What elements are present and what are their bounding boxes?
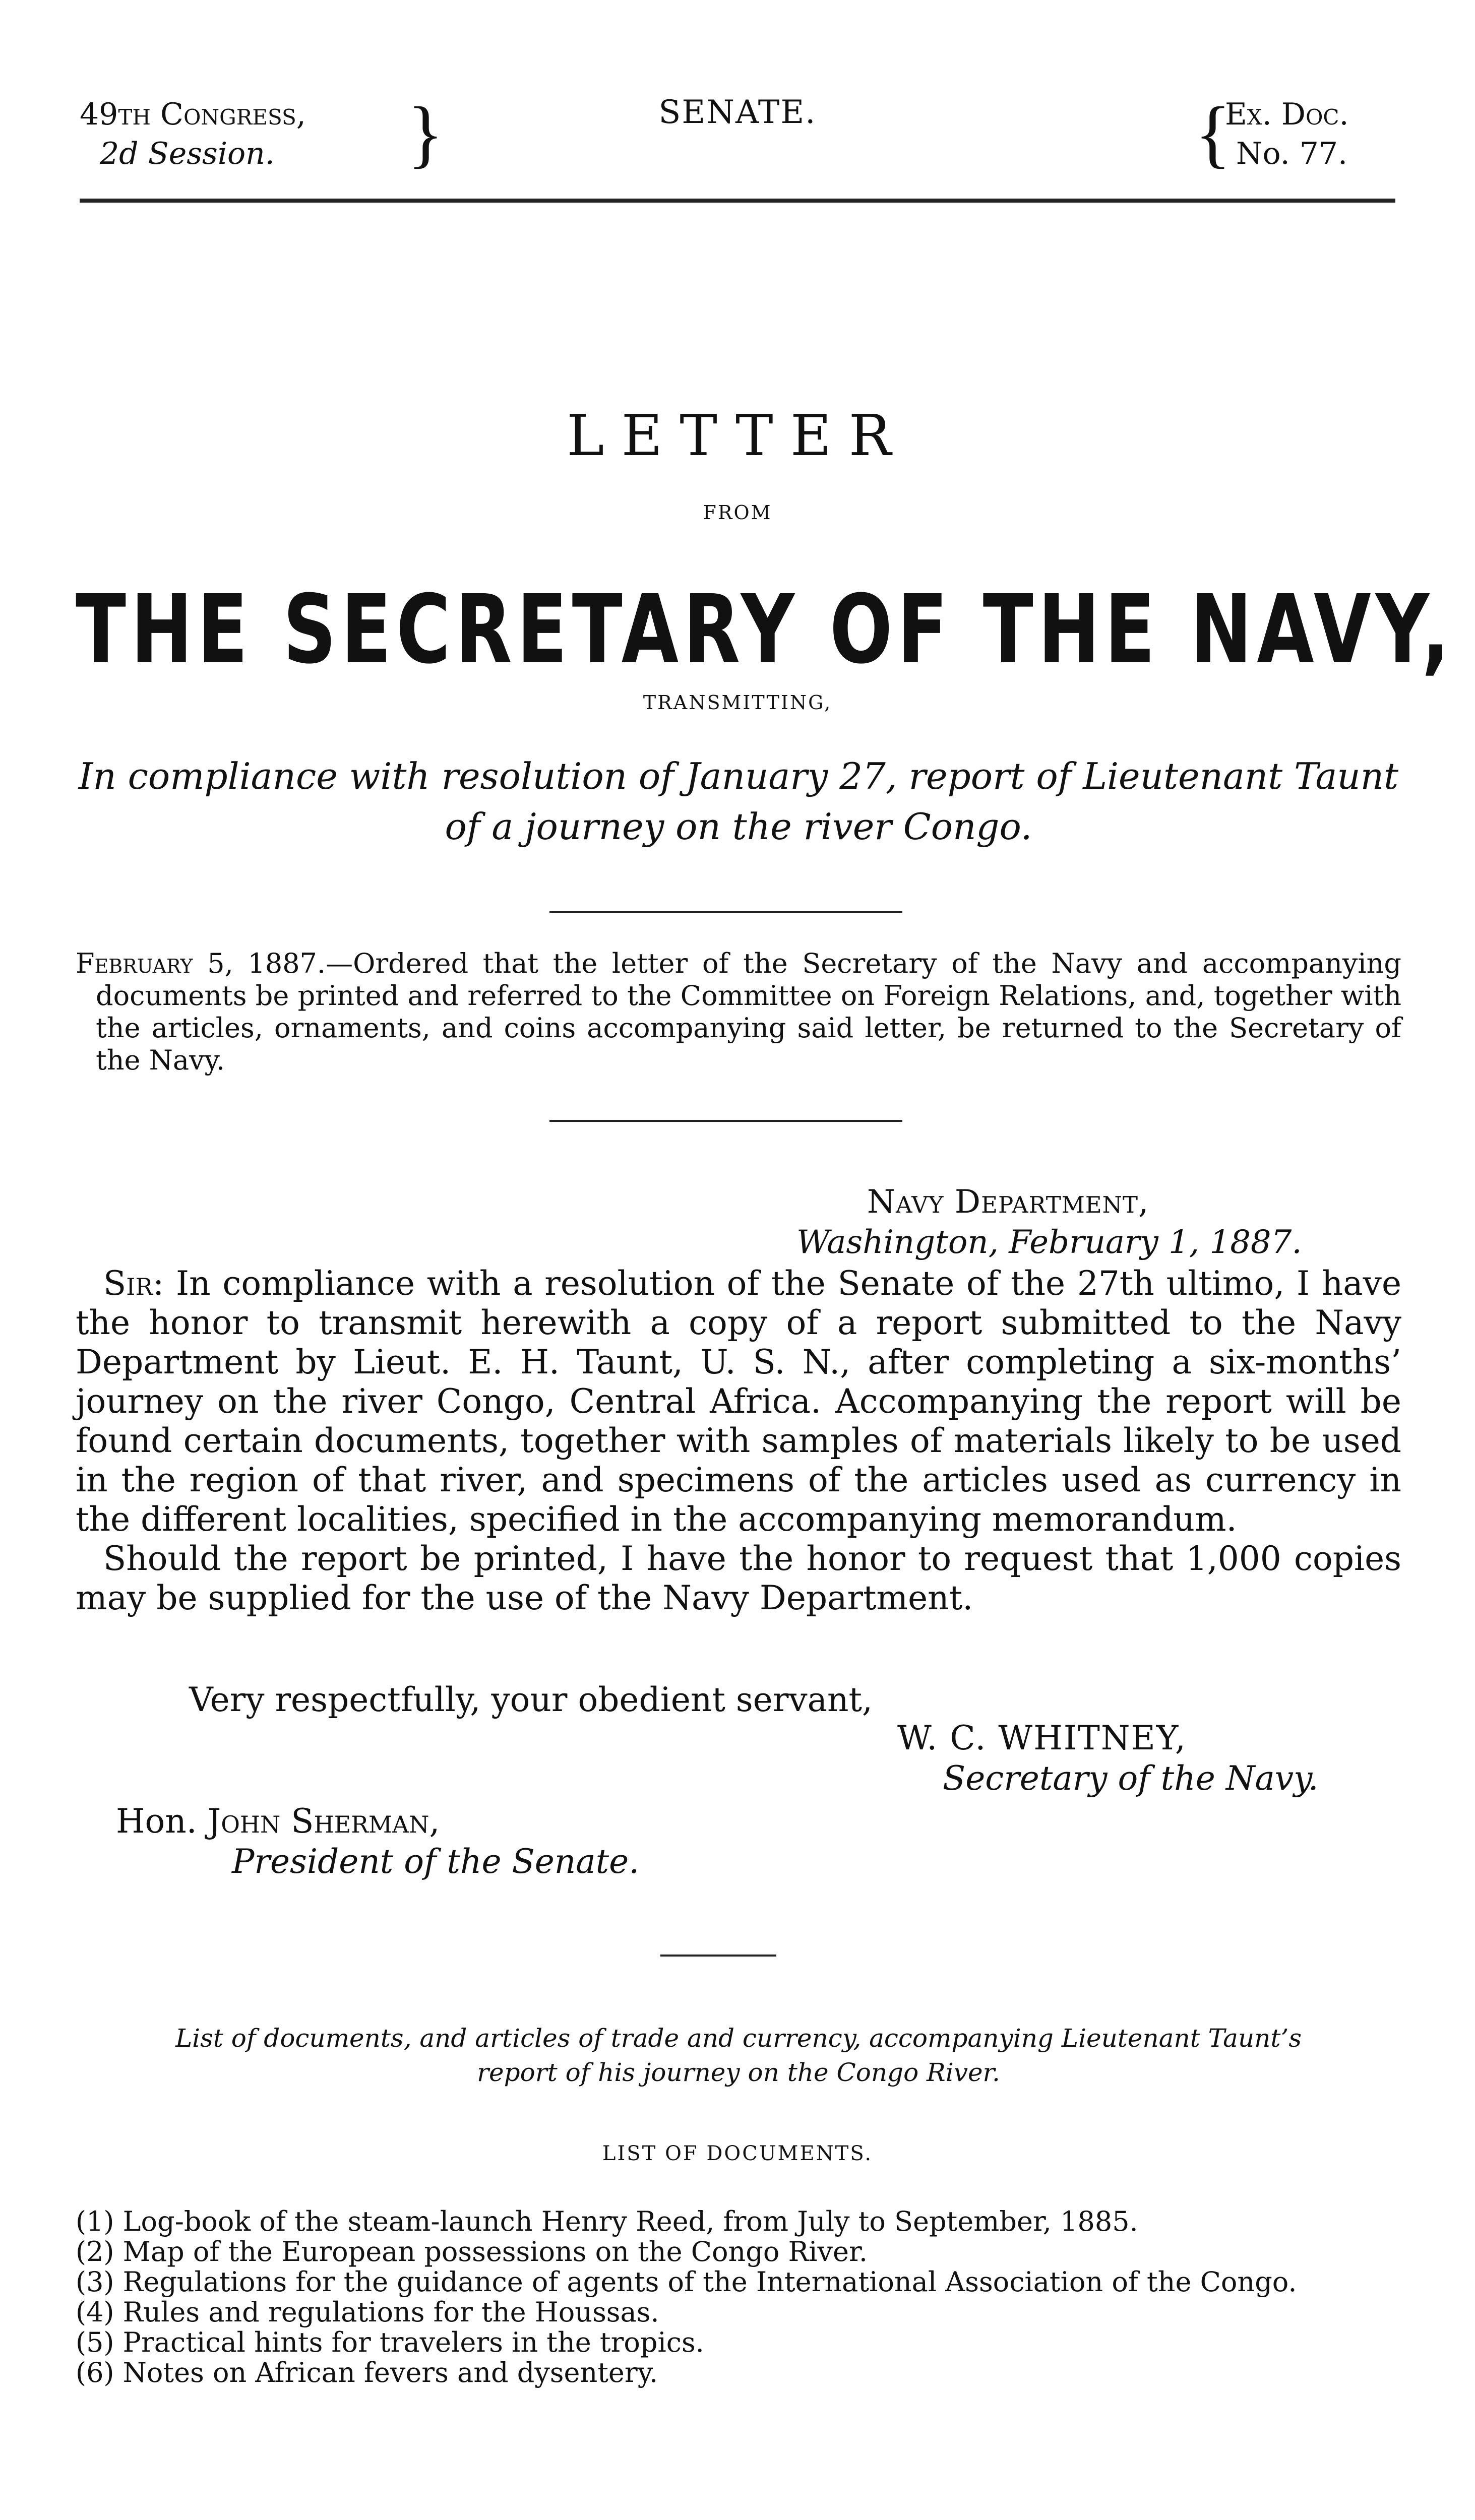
addressee-prefix: Hon. (116, 1802, 197, 1841)
list-title (76, 2021, 1401, 2090)
letter-closing: Very respectfully, your obedient servant, (189, 1680, 873, 1719)
letter-dateline: Washington, February 1, 1887. (796, 1224, 1302, 1261)
letter-salutation: Sir (103, 1264, 153, 1303)
title-letter: LETTER (567, 403, 908, 469)
header-double-rule (80, 199, 1395, 203)
list-item: (6) Notes on African fevers and dysentery. (76, 2357, 658, 2388)
congress-label: 49th Congress, (80, 97, 306, 132)
divider-rule-3 (660, 1955, 776, 1957)
chamber-label: SENATE. (658, 94, 817, 131)
letter-paragraph-2: Should the report be printed, I have the honor to request that 1,000 copies may be supplied for the use of the Navy Department. (76, 1539, 1401, 1617)
letter-paragraph-1 (76, 1264, 1401, 1539)
subtitle-line-1: In compliance with resolution of January 27, report of Lieutenant Taunt (78, 755, 1399, 797)
doc-number-label: No. 77. (1236, 136, 1348, 171)
left-brace-icon: } (407, 92, 444, 175)
list-item: (2) Map of the European possessions on the Congo River. (76, 2236, 868, 2267)
list-item: (5) Practical hints for travelers in the tropics. (76, 2326, 704, 2358)
signature-name: W. C. WHITNEY, (897, 1719, 1187, 1757)
right-brace-icon: { (1195, 92, 1231, 175)
title-from: FROM (703, 501, 772, 524)
letter-department: Navy Department, (867, 1183, 1149, 1221)
list-heading: LIST OF DOCUMENTS. (602, 2142, 873, 2165)
addressee-title: President of the Senate. (232, 1842, 640, 1881)
addressee-name-line (116, 1802, 440, 1841)
addressee-name: John Sherman, (207, 1802, 440, 1841)
paragraph-1-text: : In compliance with a resolution of the Senate of the 27th ultimo, I have the honor to transmit herewith a copy of a report submitted to the Navy Department by Lieut. E. H. Taunt, U. S. N., after completing a six-months’ journey on the river Congo, Central Africa. Accompanying the report will be found certain documents, together with samples of materials likely to be used in the region of that river, and specimens of the articles used as currency in the different localities, specified in the accompanying memorandum. (76, 1264, 1401, 1539)
session-label: 2d Session. (100, 136, 275, 171)
list-item: (1) Log-book of the steam-launch Henry Reed, from July to September, 1885. (76, 2206, 1138, 2237)
list-title-line-1: List of documents, and articles of trade and currency, accompanying Lieutenant Taunt’s (175, 2024, 1302, 2053)
signature-title: Secretary of the Navy. (943, 1759, 1319, 1798)
order-text: 5, 1887.—Ordered that the letter of the Secretary of the Navy and accompanying documents be printed and referred to the Committee on Foreign Relations, and, together with the articles, ornaments, and coins accompanying said letter, be returned to the Secretary of the Navy. (96, 948, 1401, 1076)
doc-type-label: Ex. Doc. (1225, 97, 1349, 132)
senate-order (76, 948, 1401, 1077)
letter-body (76, 1264, 1401, 1618)
title-subtitle (76, 751, 1401, 852)
divider-rule-2 (549, 1120, 902, 1122)
title-secretary-of-navy: THE SECRETARY OF THE NAVY, (76, 575, 1455, 685)
list-item: (4) Rules and regulations for the Houssas. (76, 2296, 659, 2328)
list-title-line-2: report of his journey on the Congo River. (477, 2058, 1000, 2087)
order-paragraph (76, 948, 1401, 1077)
subtitle-line-2: of a journey on the river Congo. (445, 805, 1032, 848)
documents-list (76, 2207, 1401, 2388)
order-date-lead: February (76, 948, 193, 979)
document-number-block (1225, 95, 1349, 173)
list-item: (3) Regulations for the guidance of agents of the International Association of the Congo. (76, 2266, 1297, 2298)
divider-rule-1 (549, 911, 902, 913)
title-transmitting: TRANSMITTING, (643, 691, 832, 714)
